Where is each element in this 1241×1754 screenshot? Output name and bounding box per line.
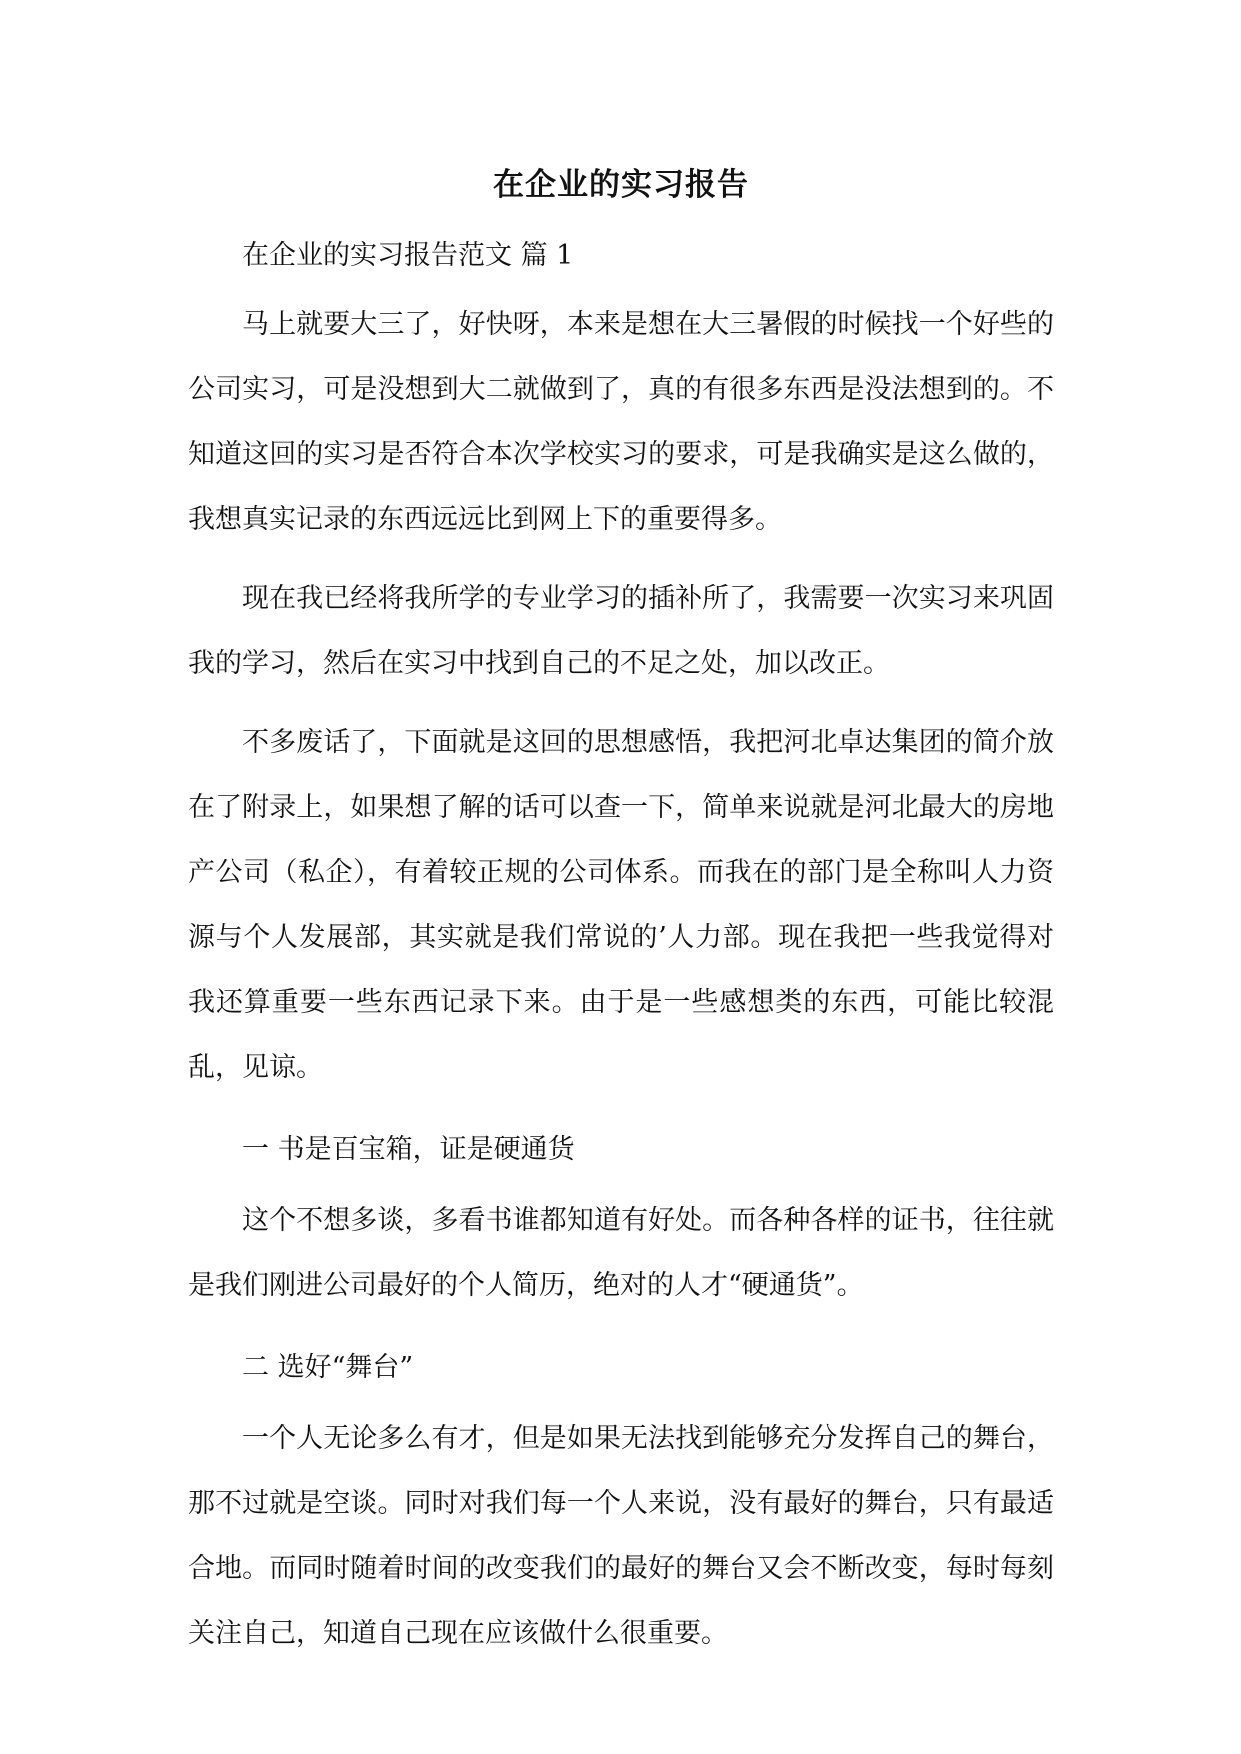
- section-heading-books: 一 书是百宝箱，证是硬通货: [242, 1134, 575, 1165]
- paragraph-books: 这个不想多谈，多看书谁都知道有好处。而各种各样的证书，往往就是我们刚进公司最好的个人简历，绝对的人才“硬通货”。: [188, 1205, 1054, 1301]
- document-subtitle: 在企业的实习报告范文 篇 1: [242, 240, 574, 271]
- paragraph-company: 不多废话了，下面就是这回的思想感悟，我把河北卓达集团的简介放在了附录上，如果想了解的话可以查一下，简单来说就是河北最大的房地产公司（私企），有着较正规的公司体系。而我在的部门是全称叫人力资源与个人发展部，其实就是我们常说的’人力部。现在我把一些我觉得对我还算重要一些东西记录下来。由于是一些感想类的东西，可能比较混乱，见谅。: [188, 727, 1054, 1083]
- document-title: 在企业的实习报告: [493, 167, 749, 203]
- paragraph-intro: 马上就要大三了，好快呀，本来是想在大三暑假的时候找一个好些的公司实习，可是没想到大二就做到了，真的有很多东西是没法想到的。不知道这回的实习是否符合本次学校实习的要求，可是我确实是这么做的，我想真实记录的东西远远比到网上下的重要得多。: [188, 309, 1054, 535]
- paragraph-stage: 一个人无论多么有才，但是如果无法找到能够充分发挥自己的舞台，那不过就是空谈。同时对我们每一个人来说，没有最好的舞台，只有最适合地。而同时随着时间的改变我们的最好的舞台又会不断改变，每时每刻关注自己，知道自己现在应该做什么很重要。: [188, 1423, 1054, 1649]
- section-heading-stage: 二 选好“舞台”: [242, 1352, 414, 1383]
- paragraph-study: 现在我已经将我所学的专业学习的插补所了，我需要一次实习来巩固我的学习，然后在实习中找到自己的不足之处，加以改正。: [188, 583, 1054, 679]
- document-body: [188, 150, 1054, 1680]
